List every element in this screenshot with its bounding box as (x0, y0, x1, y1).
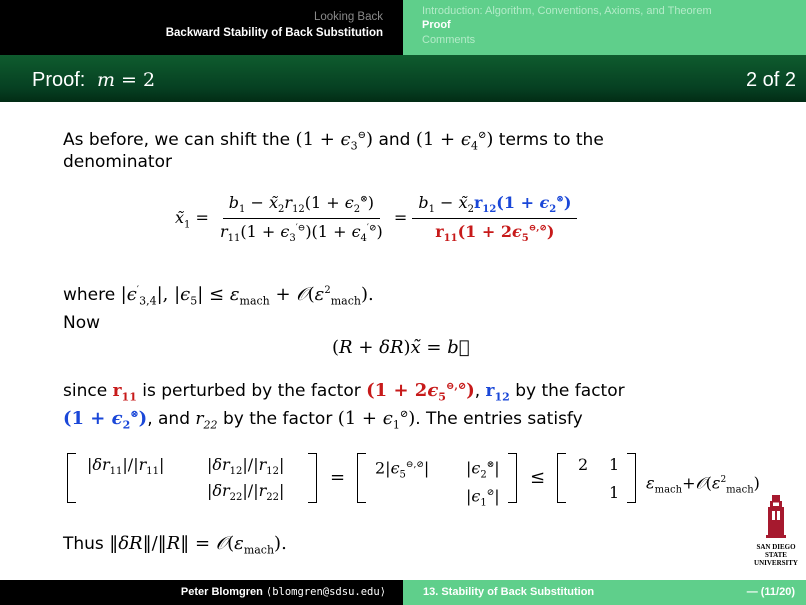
top-navigation (0, 0, 806, 55)
intro-text-b: and (378, 130, 411, 150)
logo-line-2: UNIVERSITY (754, 559, 798, 567)
nav-section-link[interactable]: Looking Back (313, 11, 383, 23)
since-text-e: by the factor (222, 409, 333, 429)
nav-item-comments[interactable]: Comments (422, 34, 476, 46)
now-text: Now (63, 313, 101, 333)
since-text-b: is perturbed by the factor (142, 381, 361, 401)
footer-course-panel (403, 580, 806, 605)
logo-line-1: SAN DIEGO STATE (756, 543, 796, 559)
frame-title-text: Proof: (32, 69, 86, 91)
sdsu-tower-icon (763, 493, 789, 539)
intro-text-c: terms to the (498, 130, 604, 150)
footer-author (181, 586, 386, 598)
footer-page-number: — (11/20) (746, 586, 795, 598)
nav-section-panel (0, 0, 403, 55)
since-text-d: , and (147, 409, 190, 429)
equation-perturbed-system: (R + δR)x̃ = b⃗ (332, 337, 470, 358)
since-text-f: . The entries satisfy (415, 409, 583, 429)
footer-course: 13. Stability of Back Substitution (423, 586, 595, 598)
frame-title: Proof: m = 2 (32, 69, 156, 91)
footer-author-name: Peter Blomgren (180, 586, 263, 598)
footer-author-panel (0, 580, 403, 605)
nav-subsection-link[interactable]: Backward Stability of Back Substitution (165, 27, 383, 39)
since-line: since $r_{11}$ is perturbed by the factor $(1 + 2\epsilon_5^{⊖,⊘})$, $r_{12}$ by the factor (63, 380, 625, 404)
footer-email: ⟨blomgren@sdsu.edu⟩ (265, 586, 386, 598)
nav-frames-panel (403, 0, 806, 55)
nav-item-proof[interactable]: Proof (422, 19, 451, 31)
intro-text-a: As before, we can shift the (63, 130, 291, 150)
frame-title-bar (0, 55, 806, 102)
since-text-c: by the factor (515, 381, 625, 401)
where-text: where (63, 285, 116, 305)
nav-item-introduction[interactable]: Introduction: Algorithm, Conventions, Axioms, and Theorem (422, 5, 712, 17)
frame-page-indicator: 2 of 2 (745, 69, 796, 91)
thus-line: Thus ‖δR‖/‖R‖ = $𝒪(\varepsilon_{mach})$. (63, 533, 287, 557)
sdsu-logo (748, 493, 804, 571)
intro-line: As before, we can shift the $(1 + \epsilon_3^⊖)$ and $(1 + \epsilon_4^⊘)$ terms to the (63, 129, 604, 153)
intro-line-2: denominator (63, 152, 172, 172)
footer (0, 580, 806, 605)
since-text-a: since (63, 381, 108, 401)
since-line-2: $(1 + \epsilon_2^\otimes)$, and $r_{22}$ by the factor $(1 + \epsilon_1^⊘)$. The entries satisfy (63, 408, 583, 432)
equation-x1: $x̃_1$ = $\frac{b_1 - x̃_2r_{12}(1 + \epsilon_2^\otimes)}{r_{11}(1 + \epsilon_3^{'⊖})(1 + \epsilon_4^{'⊘})}$ = $\frac{b_1 - x̃_2r_{12}(1 + \epsilon_2^\otimes)}{r_{11}(1 + 2\epsilon_5^{⊖,⊘})}$ (175, 193, 577, 244)
thus-text: Thus (63, 534, 104, 554)
where-line: where $|\epsilon'_{3,4}|$, $|\epsilon_5| \le \varepsilon_{mach}$ + $𝒪(\varepsilon^2_{mach})$. (63, 284, 374, 308)
